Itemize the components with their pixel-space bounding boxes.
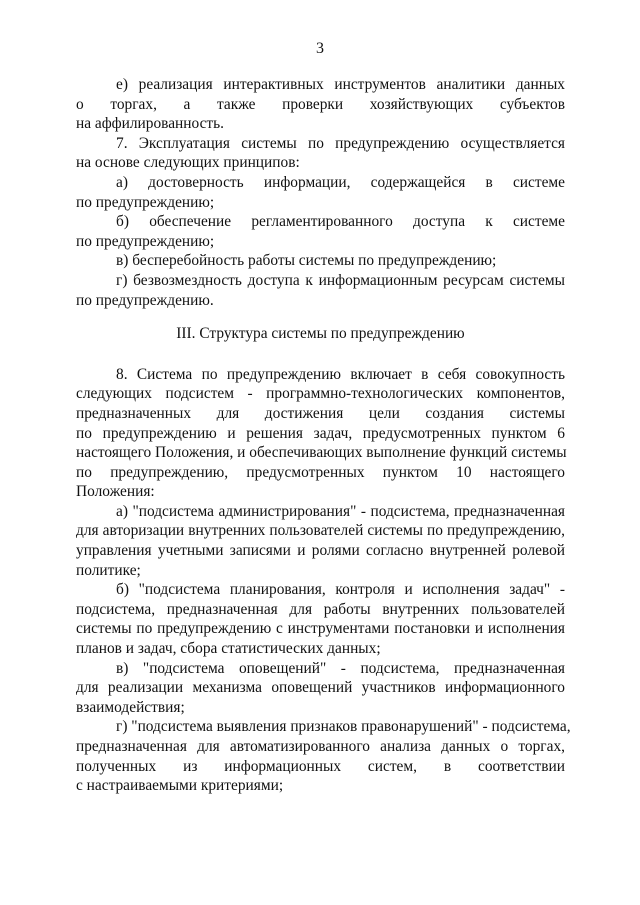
text-line: взаимодействия; — [76, 698, 185, 716]
text-line: б) обеспечение регламентированного доступа к системе — [116, 213, 565, 231]
text-line: подсистема, предназначенная для работы внутренних пользователей — [76, 600, 565, 618]
text-line: полученных из информационных систем, в соответствии — [76, 757, 565, 775]
page-number: 3 — [316, 40, 324, 57]
text-line: по предупреждению. — [76, 291, 214, 309]
text-line: системы по предупреждению с инструментами постановки и исполнения — [76, 620, 565, 638]
text-line: а) достоверность информации, содержащейся в системе — [116, 173, 565, 191]
text-line: на аффилированность. — [76, 115, 225, 133]
text-line: с настраиваемыми критериями; — [76, 777, 284, 795]
text-line: по предупреждению; — [76, 193, 215, 211]
text-line: по предупреждению; — [76, 232, 215, 250]
paragraph-8-intro — [76, 365, 565, 502]
text-line: по предупреждению и решения задач, предусмотренных пунктом 6 — [76, 424, 565, 442]
paragraph-e-analytics — [76, 75, 565, 134]
text-line: о торгах, а также проверки хозяйствующих субъектов — [76, 95, 565, 113]
paragraph-8-a — [76, 502, 565, 580]
paragraph-7-v — [76, 251, 565, 271]
paragraph-7-intro — [76, 134, 565, 173]
text-line: управления учетными записями и ролями согласно внутренней ролевой — [76, 542, 565, 560]
paragraph-8-b — [76, 580, 565, 658]
section-heading: III. Структура системы по предупреждению — [176, 325, 465, 343]
text-line: г) "подсистема выявления признаков правонарушений" - подсистема, — [116, 718, 571, 736]
text-line: в) "подсистема оповещений" - подсистема, предназначенная — [116, 659, 565, 677]
text-line: по предупреждению, предусмотренных пунктом 10 настоящего — [76, 463, 565, 481]
paragraph-7-a — [76, 173, 565, 212]
text-line: на основе следующих принципов: — [76, 154, 300, 172]
text-line: б) "подсистема планирования, контроля и исполнения задач" - — [116, 581, 565, 599]
text-line: в) бесперебойность работы системы по предупреждению; — [116, 252, 497, 270]
text-line: следующих подсистем - программно-технологических компонентов, — [76, 385, 565, 403]
text-line: Положения: — [76, 483, 155, 501]
text-line: а) "подсистема администрирования" - подсистема, предназначенная — [116, 502, 565, 520]
text-line: предназначенных для достижения цели создания системы — [76, 404, 565, 422]
text-line: настоящего Положения, и обеспечивающих выполнение функций системы — [76, 444, 567, 462]
text-line: политике; — [76, 561, 141, 579]
text-line: для реализации механизма оповещений участников информационного — [76, 679, 565, 697]
paragraph-8-v — [76, 659, 565, 718]
paragraph-7-b — [76, 212, 565, 251]
text-line: г) безвозмездность доступа к информационным ресурсам системы — [116, 271, 565, 289]
text-line: 8. Система по предупреждению включает в себя совокупность — [116, 365, 565, 383]
text-line: предназначенная для автоматизированного анализа данных о торгах, — [76, 738, 565, 755]
text-line: для авторизации внутренних пользователей системы по предупреждению, — [76, 522, 565, 540]
text-line: 7. Эксплуатация системы по предупреждению осуществляется — [116, 134, 565, 152]
text-line: планов и задач, сбора статистических данных; — [76, 640, 381, 658]
paragraph-7-g — [76, 271, 565, 310]
text-line: е) реализация интерактивных инструментов аналитики данных — [116, 76, 565, 93]
paragraph-8-g — [76, 717, 571, 795]
document-body — [76, 75, 571, 796]
